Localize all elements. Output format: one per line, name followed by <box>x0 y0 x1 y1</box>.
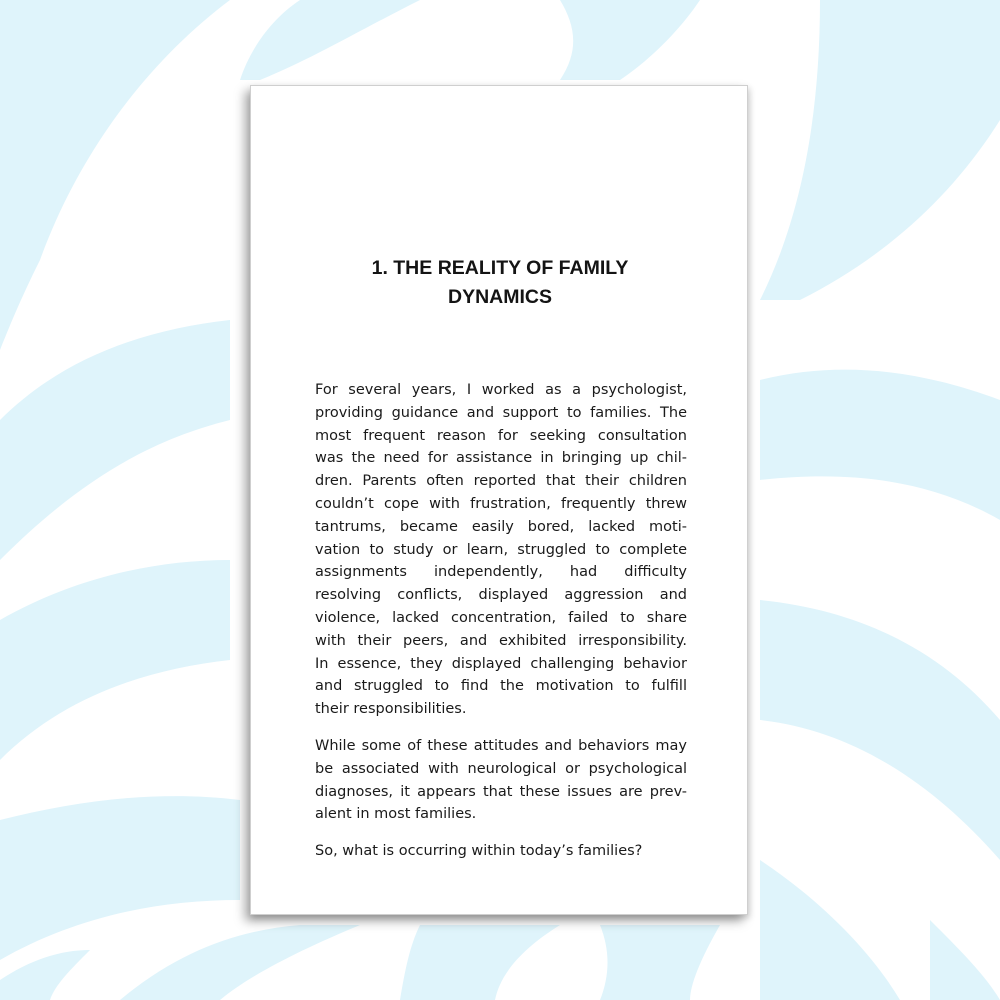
paragraph <box>315 735 687 826</box>
paragraph <box>315 840 687 863</box>
text-line: be associated with neurological or psychological <box>315 760 687 777</box>
text-line: resolving conflicts, displayed aggression and <box>315 587 687 604</box>
text-line: assignments independently, had difficulty <box>315 564 687 581</box>
body-text <box>315 379 687 863</box>
text-line: their responsibilities. <box>315 701 467 718</box>
text-line: violence, lacked concentration, failed to share <box>315 609 687 626</box>
text-line: tantrums, became easily bored, lacked moti- <box>315 518 687 535</box>
text-line: In essence, they displayed challenging behavior <box>315 655 687 672</box>
chapter-title <box>251 254 749 312</box>
text-line: alent in most families. <box>315 806 477 823</box>
text-line: While some of these attitudes and behaviors may <box>315 737 687 754</box>
text-line: diagnoses, it appears that these issues are prev- <box>315 783 687 800</box>
text-line: vation to study or learn, struggled to complete <box>315 541 687 558</box>
text-line: with their peers, and exhibited irresponsibility. <box>315 632 687 649</box>
text-line: So, what is occurring within today’s families? <box>315 843 643 860</box>
text-line: providing guidance and support to families. The <box>315 404 687 421</box>
paragraph <box>315 379 687 721</box>
text-line: was the need for assistance in bringing up chil- <box>315 450 687 467</box>
text-line: For several years, I worked as a psychologist, <box>315 382 687 398</box>
chapter-title-line: 1. THE REALITY OF FAMILY <box>371 257 629 279</box>
chapter-title-line: DYNAMICS <box>447 286 552 308</box>
text-line: and struggled to find the motivation to fulfill <box>315 678 687 695</box>
book-page <box>250 85 748 915</box>
text-line: dren. Parents often reported that their children <box>315 473 687 490</box>
text-line: couldn’t cope with frustration, frequently threw <box>315 495 687 512</box>
text-line: most frequent reason for seeking consultation <box>315 427 687 444</box>
